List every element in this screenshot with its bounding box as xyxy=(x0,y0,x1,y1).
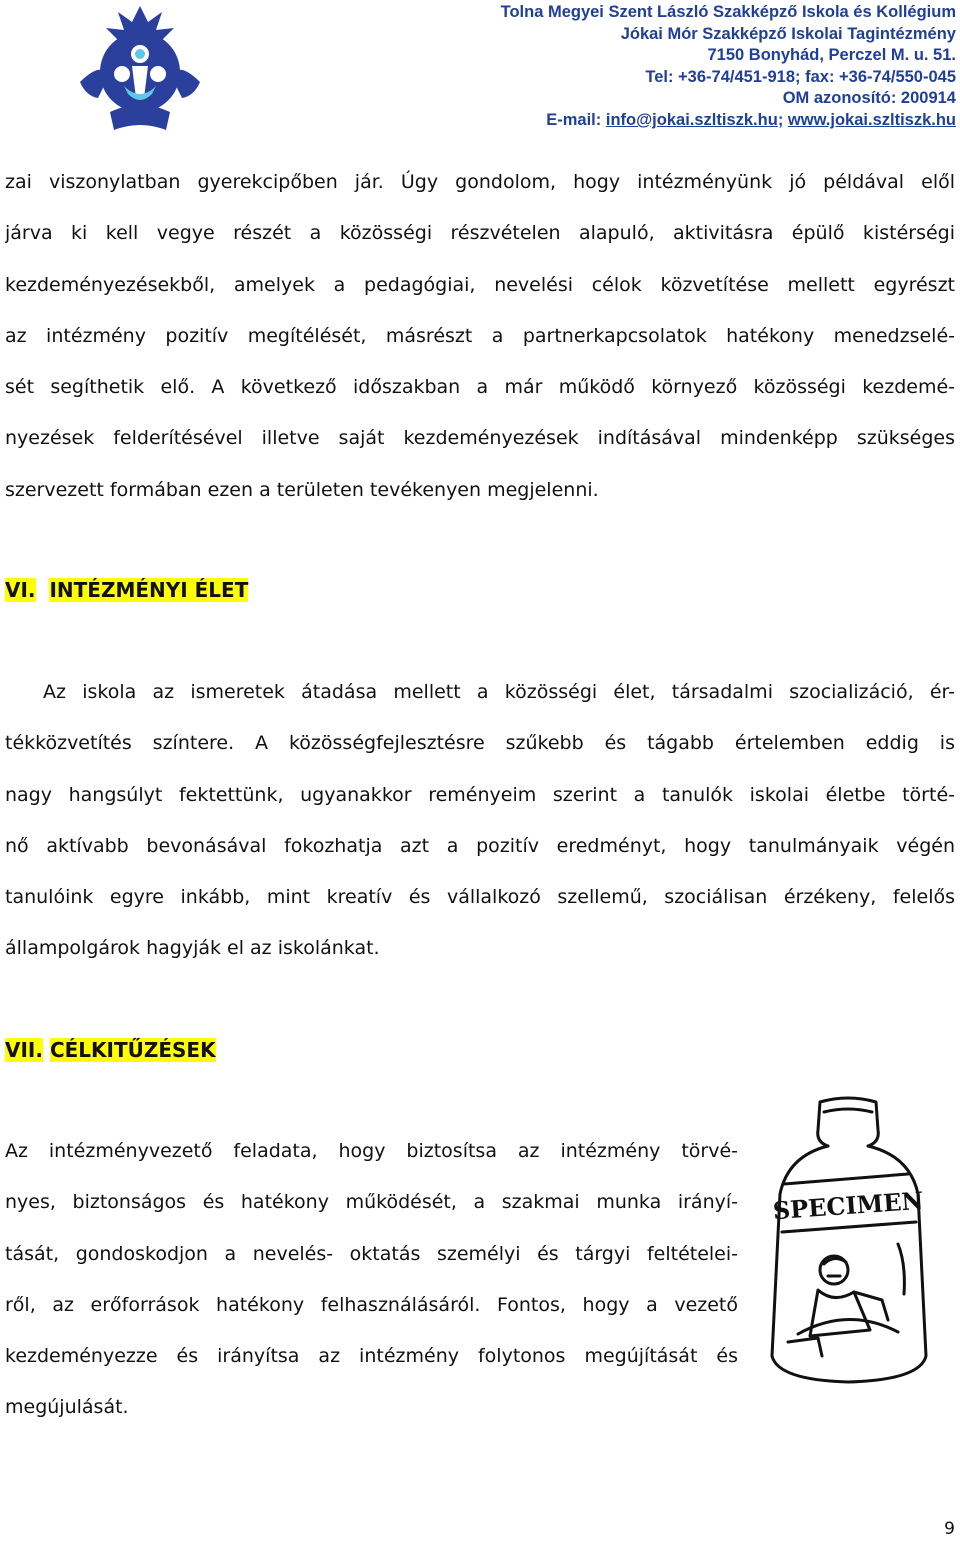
text-line: nagy hangsúlyt fektettünk, ugyanakkor reményeim szerint a tanulók iskolai életbe törté- xyxy=(5,783,955,806)
paragraph-institutional-life xyxy=(5,667,955,975)
institution-details xyxy=(336,2,956,132)
section-heading-vi xyxy=(5,576,248,604)
phone-fax: Tel: +36-74/451-918; fax: +36-74/550-045 xyxy=(645,67,956,86)
text-line: Az intézményvezető feladata, hogy biztosítsa az intézmény törvé- xyxy=(5,1140,738,1162)
text-line: nő aktívabb bevonásával fokozhatja azt a pozitív eredményt, hogy tanulmányaik végén xyxy=(5,834,955,857)
text-line: szervezett formában ezen a területen tevékenyen megjelenni. xyxy=(5,478,599,501)
letterhead xyxy=(0,0,960,140)
contact-separator: ; xyxy=(777,110,788,129)
text-line: tását, gondoskodjon a nevelés- oktatás személyi és tárgyi feltételei- xyxy=(5,1242,738,1265)
website-link[interactable]: www.jokai.szltiszk.hu xyxy=(787,110,956,129)
text-line: nyes, biztonságos és hatékony működését, a szakmai munka irányí- xyxy=(5,1191,738,1214)
text-line: járva ki kell vegye részét a közösségi részvételen alapuló, aktivitásra épülő kistérségi xyxy=(5,222,955,245)
specimen-label: SPECIMEN xyxy=(771,1185,925,1226)
page-number: 9 xyxy=(944,1519,955,1539)
section-number: VII. xyxy=(5,1038,43,1062)
contact-line xyxy=(336,110,956,132)
section-number: VI. xyxy=(5,578,36,602)
paragraph-community-initiatives xyxy=(5,157,955,516)
text-line: kezdeményezze és irányítsa az intézmény folytonos megújítását és xyxy=(5,1345,738,1368)
section-title: CÉLKITŰZÉSEK xyxy=(49,1038,216,1062)
text-line: megújulását. xyxy=(5,1396,129,1419)
text-line: kezdeményezésekből, amelyek a pedagógiai, nevelési célok közvetítése mellett egyrészt xyxy=(5,273,955,296)
address: 7150 Bonyhád, Perczel M. u. 51. xyxy=(707,46,956,65)
text-line: nyezések felderítésével illetve saját kezdeményezések indításával mindenképp szükséges xyxy=(5,427,955,450)
text-line: sét segíthetik elő. A következő időszakban a már működő környező közösségi kezdemé- xyxy=(5,376,955,399)
email-link[interactable]: info@jokai.szltiszk.hu xyxy=(605,110,778,129)
text-line: az intézmény pozitív megítélését, másrészt a partnerkapcsolatok hatékony menedzselé- xyxy=(5,324,955,347)
text-line: tanulóink egyre inkább, mint kreatív és vállalkozó szellemű, szociálisan érzékeny, felelős xyxy=(5,886,955,909)
specimen-jar-illustration xyxy=(758,1094,940,1386)
member-institution: Jókai Mór Szakképző Iskolai Tagintézmény xyxy=(620,24,956,43)
text-line: tékközvetítés színtere. A közösségfejlesztésre szűkebb és tágabb értelemben eddig is xyxy=(5,732,955,755)
om-id: OM azonosító: 200914 xyxy=(782,89,956,108)
section-title: INTÉZMÉNYI ÉLET xyxy=(49,578,249,602)
institution-name: Tolna Megyei Szent László Szakképző Iskola és Kollégium xyxy=(500,3,956,21)
text-line: állampolgárok hagyják el az iskolánkat. xyxy=(5,937,380,960)
school-logo xyxy=(70,2,210,134)
email-prefix: E-mail: xyxy=(546,110,606,129)
text-line: zai viszonylatban gyerekcipőben jár. Úgy gondolom, hogy intézményünk jó példával elől xyxy=(5,171,955,193)
text-line: Az iskola az ismeretek átadása mellett a közösségi élet, társadalmi szocializáció, ér- xyxy=(43,681,955,703)
section-heading-vii xyxy=(5,1036,216,1064)
paragraph-objectives xyxy=(5,1126,738,1434)
text-line: ről, az erőforrások hatékony felhasználásáról. Fontos, hogy a vezető xyxy=(5,1293,738,1316)
